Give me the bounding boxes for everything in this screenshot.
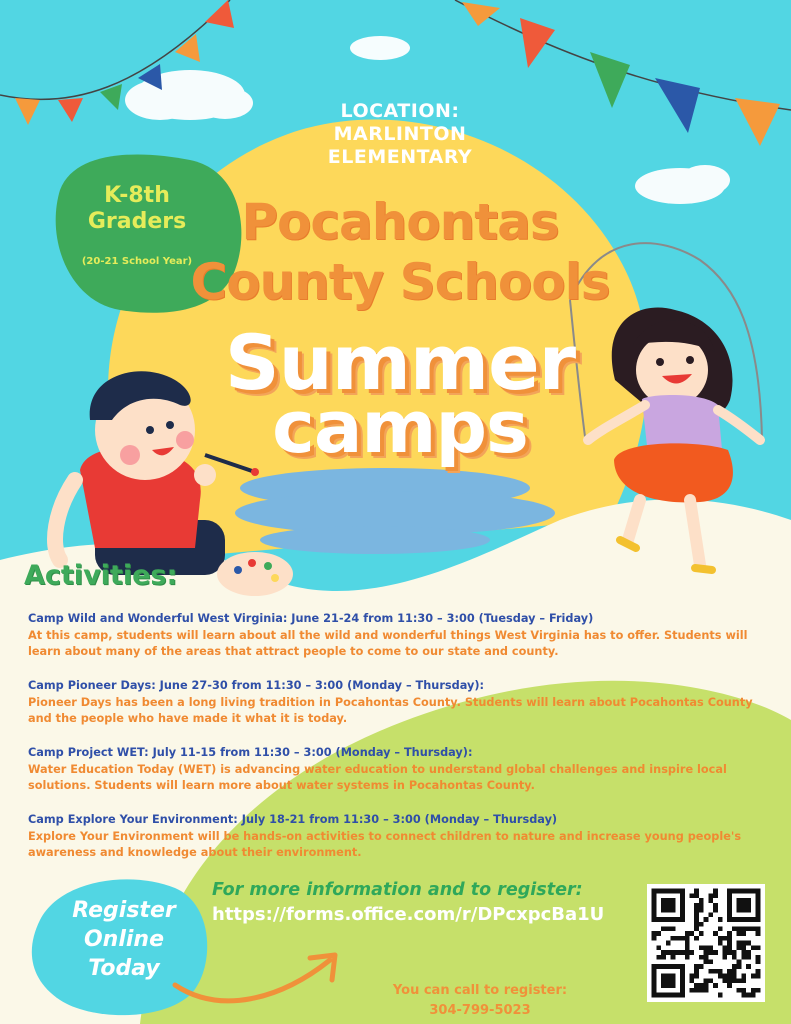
camps-title: camps [272,385,528,469]
camp-title: Camp Project WET: July 11-15 from 11:30 – 3:00 (Monday – Thursday): [28,746,473,759]
camp-description: Pioneer Days has been a long living tradition in Pocahontas County. Students will learn about Pocahontas County and the people who have made it what it is today. [28,695,753,725]
register-line: Online [83,927,165,952]
camp-item [28,678,773,728]
camp-item [28,812,773,862]
grades-title-line: K-8th [104,183,170,208]
call-block [370,981,590,1021]
location-line: MARLINTON [333,123,467,145]
location-line: LOCATION: [340,100,460,122]
camp-description: Explore Your Environment will be hands-on activities to connect children to nature and increase young people's awareness and knowledge about their environment. [28,829,742,859]
register-line: Register [72,898,176,923]
summer-title: Summer [224,318,576,407]
headline-line-2: County Schools [190,253,610,311]
location-block [300,100,500,169]
camp-item [28,611,773,661]
headline-line-1: Pocahontas [241,193,559,251]
call-label: You can call to register: [392,983,568,998]
camp-title: Camp Wild and Wonderful West Virginia: June 21-24 from 11:30 – 3:00 (Tuesday – Friday) [28,612,594,625]
camp-item [28,745,773,795]
grades-title-line: Graders [87,209,187,234]
qr-code-icon[interactable] [647,884,765,1002]
camp-description: At this camp, students will learn about all the wild and wonderful things West Virginia has to offer. Students will learn about many of the areas that attract people to come to our state and county. [28,628,748,658]
camp-list [28,611,773,879]
palette-icon [217,552,293,596]
more-info-title: For more information and to register: [212,880,583,900]
registration-link[interactable]: https://forms.office.com/r/DPcxpcBa1U [212,904,605,925]
camp-title: Camp Explore Your Environment: July 18-21 from 11:30 – 3:00 (Monday – Thursday) [28,813,558,826]
phone-number[interactable]: 304-799-5023 [429,1003,531,1018]
paint-stroke [235,468,555,554]
register-online-badge [54,896,194,983]
location-line: ELEMENTARY [327,146,473,168]
camp-title: Camp Pioneer Days: June 27-30 from 11:30 – 3:00 (Monday – Thursday): [28,679,485,692]
grades-subtitle: (20-21 School Year) [81,256,193,267]
activities-heading: Activities: [24,560,178,591]
register-line: Today [88,956,160,981]
camp-description: Water Education Today (WET) is advancing water education to understand global challenges and inspire local solutions. Students will learn more about water systems in Pocahontas County. [28,762,727,792]
